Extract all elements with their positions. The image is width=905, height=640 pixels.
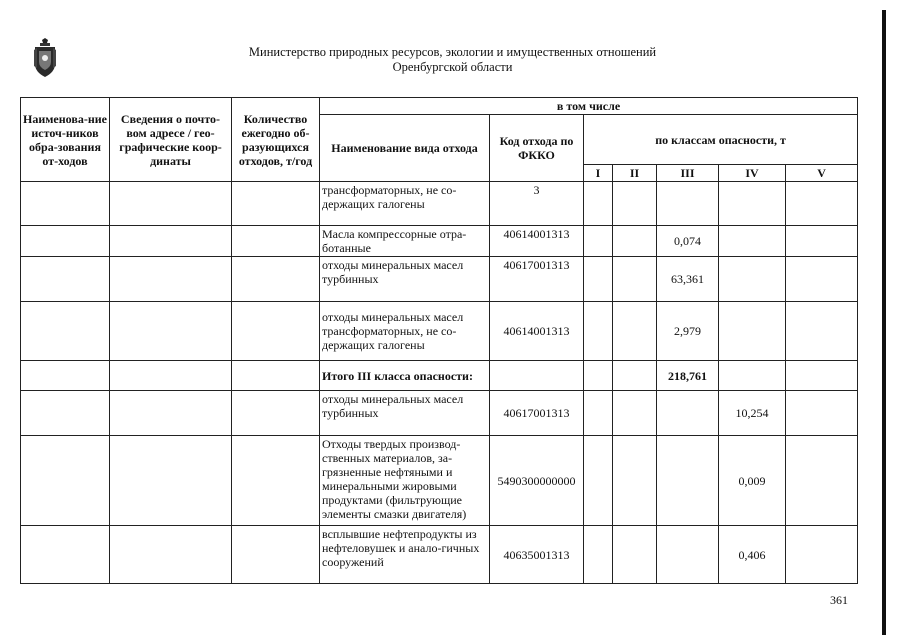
col-header-class-5: V [786,165,858,182]
col-header-address: Сведения о почто-вом адресе / гео-графические коор-динаты [110,98,232,182]
class-2-cell [613,436,657,526]
class-3-cell [657,391,719,436]
ministry-title: Министерство природных ресурсов, экологии и имущественных отношений [248,45,657,59]
scan-edge-bar [882,10,886,635]
col-header-waste-name: Наименование вида отхода [320,115,490,182]
class-4-cell [719,361,786,391]
fkko-code-cell: 40614001313 [490,302,584,361]
class-1-cell [584,436,613,526]
waste-name-cell: всплывшие нефтепродукты из нефтеловушек и анало-гичных сооружений [320,526,490,584]
class-1-cell [584,361,613,391]
table-row [21,526,858,584]
header-row-1 [21,98,858,115]
waste-name-cell: Масла компрессорные отра-ботанные [320,226,490,257]
class-4-cell [719,226,786,257]
table-row-total [21,361,858,391]
class-3-total-cell: 218,761 [657,361,719,391]
class-5-cell [786,226,858,257]
col-header-class-1: I [584,165,613,182]
class-5-cell [786,436,858,526]
class-2-cell [613,257,657,302]
waste-name-cell: трансформаторных, не со-держащих галогены [320,182,490,226]
table-row [21,302,858,361]
waste-name-cell: отходы минеральных масел турбинных [320,257,490,302]
class-4-cell: 0,009 [719,436,786,526]
fkko-code-cell: 5490300000000 [490,436,584,526]
col-header-fkko: Код отхода по ФККО [490,115,584,182]
class-4-cell [719,302,786,361]
class-4-cell: 10,254 [719,391,786,436]
waste-table [20,97,858,584]
class-5-cell [786,391,858,436]
class-5-cell [786,182,858,226]
class-1-cell [584,391,613,436]
class-3-cell [657,436,719,526]
page-number: 361 [830,593,848,607]
col-header-amount: Количество ежегодно об-разующихся отходов, т/год [232,98,320,182]
fkko-code-cell: 40614001313 [490,226,584,257]
table-row [21,257,858,302]
fkko-code-cell [490,361,584,391]
class-2-cell [613,302,657,361]
class-2-cell [613,391,657,436]
class-3-cell: 63,361 [657,257,719,302]
class-3-cell: 0,074 [657,226,719,257]
col-header-including: в том числе [320,98,858,115]
col-header-class-4: IV [719,165,786,182]
class-4-cell [719,182,786,226]
table-row [21,436,858,526]
class-1-cell [584,182,613,226]
col-header-class-3: III [657,165,719,182]
fkko-code-cell: 40635001313 [490,526,584,584]
waste-name-cell: отходы минеральных масел трансформаторных, не со-держащих галогены [320,302,490,361]
class-3-cell: 2,979 [657,302,719,361]
class-3-cell [657,182,719,226]
class-5-cell [786,302,858,361]
class-5-cell [786,526,858,584]
class-3-cell [657,526,719,584]
table-row [21,182,858,226]
class-4-cell [719,257,786,302]
class-5-cell [786,257,858,302]
class-2-cell [613,526,657,584]
table-row [21,391,858,436]
fkko-code-cell: 40617001313 [490,257,584,302]
class-2-cell [613,182,657,226]
waste-name-cell: Отходы твердых производ-ственных материалов, за-грязненные нефтяными и минеральными жировыми продуктами (фильтрующие элементы смазки двигателя) [320,436,490,526]
col-header-class-2: II [613,165,657,182]
total-label-cell: Итого III класса опасности: [320,361,490,391]
class-1-cell [584,526,613,584]
col-header-source: Наименова-ние источ-ников обра-зования от-ходов [21,98,110,182]
region-title: Оренбургской области [392,60,513,74]
class-2-cell [613,361,657,391]
class-5-cell [786,361,858,391]
class-4-cell: 0,406 [719,526,786,584]
fkko-code-cell: 40617001313 [490,391,584,436]
class-1-cell [584,226,613,257]
fkko-code-cell: 3 [490,182,584,226]
table-row [21,226,858,257]
class-1-cell [584,302,613,361]
class-2-cell [613,226,657,257]
class-1-cell [584,257,613,302]
col-header-by-class: по классам опасности, т [584,115,858,165]
waste-name-cell: отходы минеральных масел турбинных [320,391,490,436]
